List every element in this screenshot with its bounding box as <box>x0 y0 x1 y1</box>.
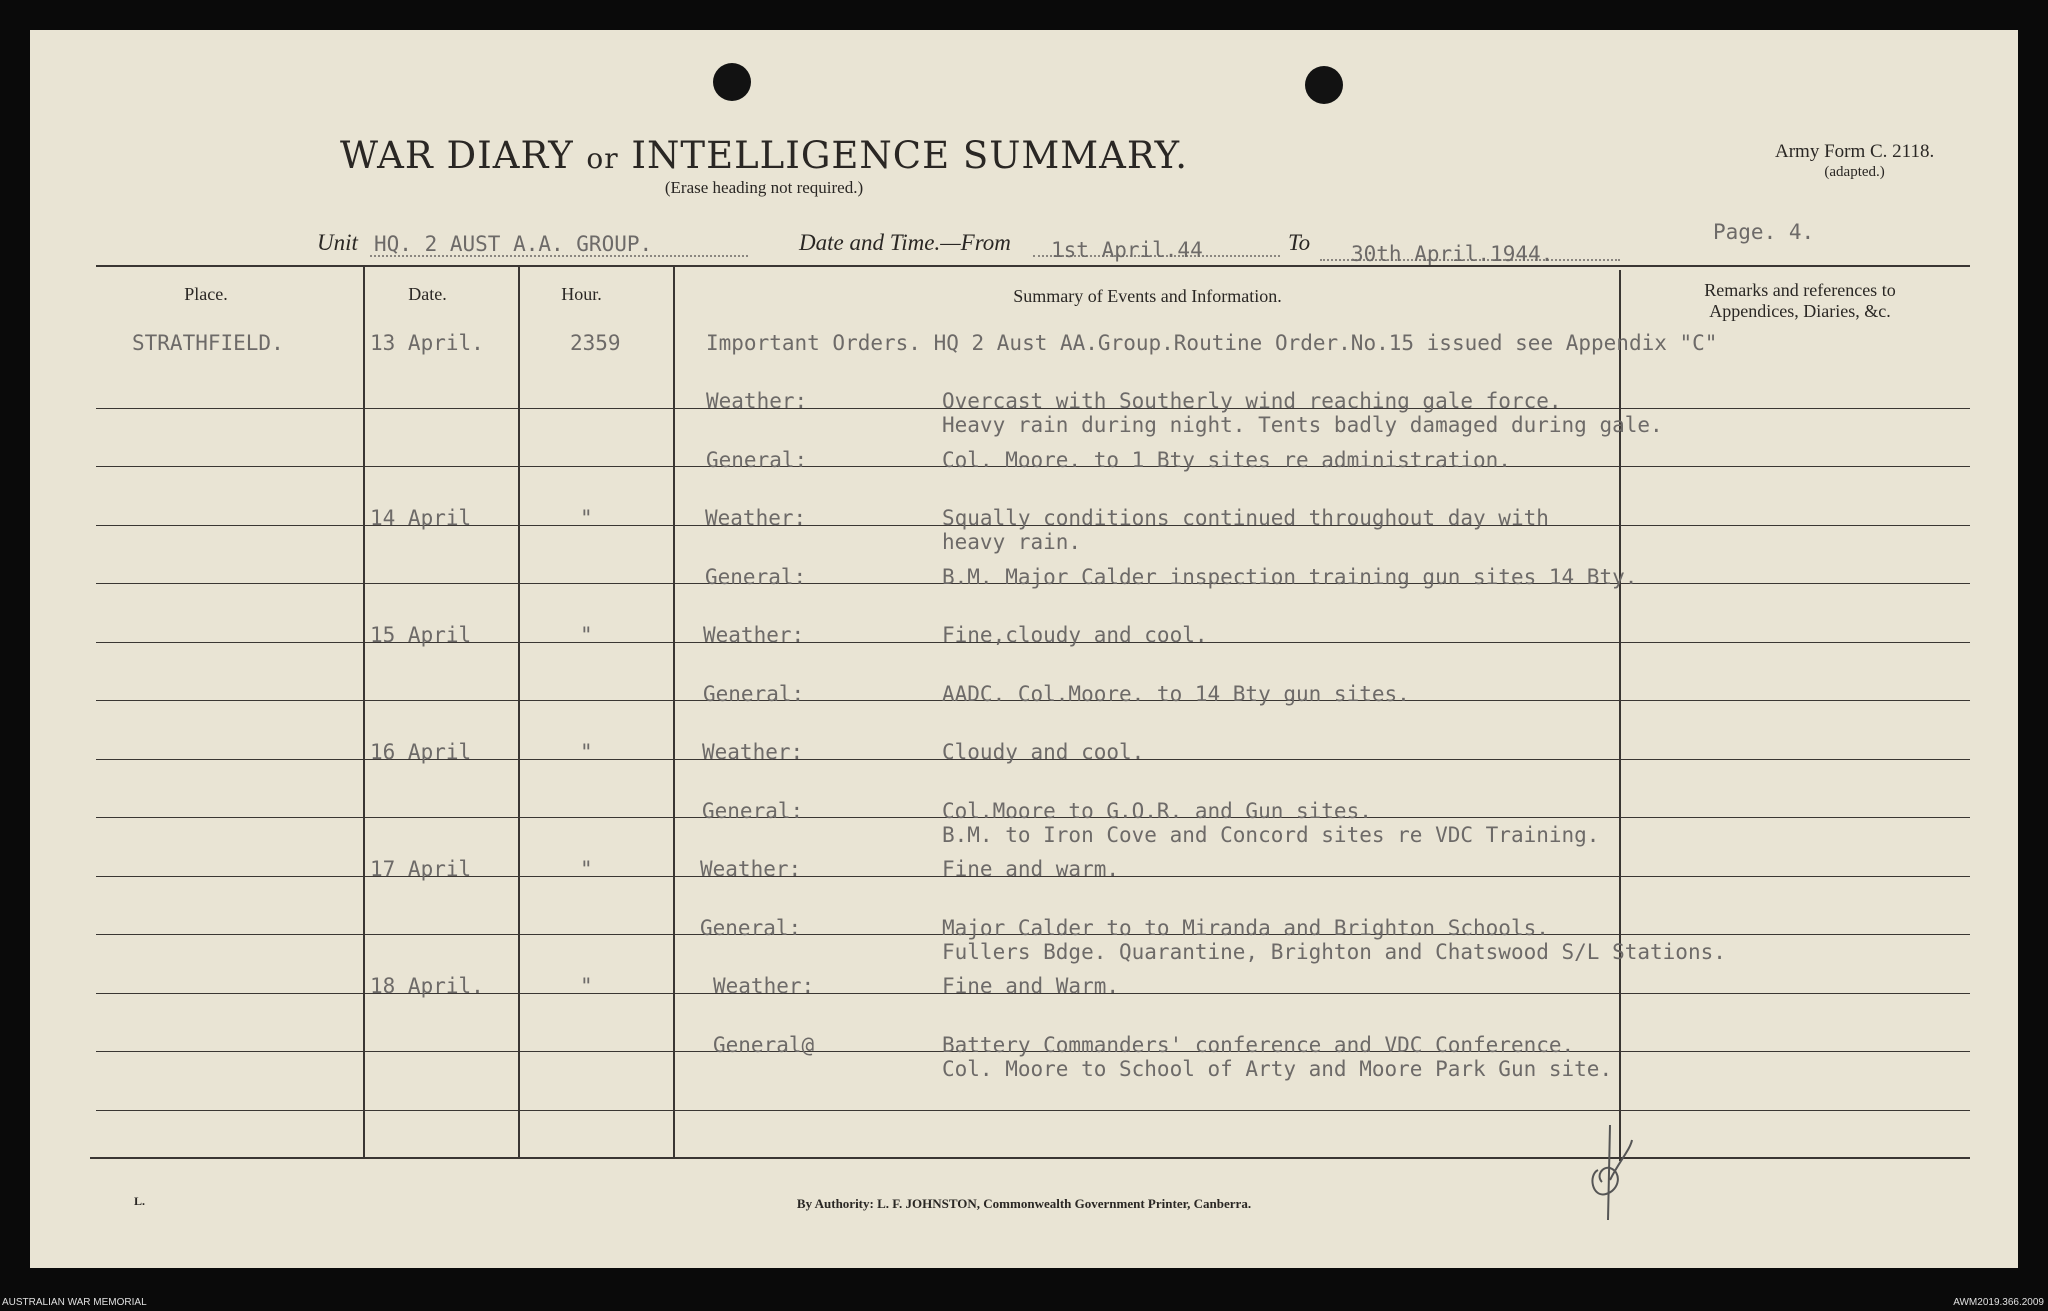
column-header-place: Place. <box>184 284 228 304</box>
entry-text-continued: Fullers Bdge. Quarantine, Brighton and Chatswood S/L Stations. <box>942 939 1726 964</box>
punch-hole-right <box>1305 66 1343 104</box>
entry-text: Battery Commanders' conference and VDC Conference. <box>942 1032 1575 1057</box>
punch-hole-left <box>713 63 751 101</box>
entry-label: General: <box>700 915 802 940</box>
entry-text: Col. Moore. to 1 Bty sites re administration. <box>942 447 1511 472</box>
column-rule-hour <box>673 266 675 1157</box>
entry-date: 17 April <box>370 857 472 881</box>
entry-text-continued: Heavy rain during night. Tents badly damaged during gale. <box>942 413 1663 437</box>
column-header-remarks <box>1630 280 1970 322</box>
entry-label: Weather: <box>703 623 805 647</box>
entry-label: General: <box>703 681 805 706</box>
column-header-date: Date. <box>408 284 447 304</box>
entry-hour: " <box>580 974 593 998</box>
footer-mark: L. <box>134 1194 146 1208</box>
entry-hour: " <box>580 623 593 647</box>
entry-date: 18 April. <box>370 974 484 998</box>
entry-hour: " <box>580 857 593 881</box>
entry-label: Weather: <box>702 740 804 764</box>
archive-reference: AWM2019.366.2009 <box>1953 1297 2044 1308</box>
remarks-header-line1: Remarks and references to <box>1704 280 1896 300</box>
entry-text: Col.Moore to G.O.R. and Gun sites. <box>942 798 1372 823</box>
entry-hour: 2359 <box>570 330 621 355</box>
entry-text: B.M. Major Calder inspection training gun sites 14 Bty. <box>942 564 1638 589</box>
entry-hour: " <box>580 740 593 764</box>
entry-date: 13 April. <box>370 330 484 355</box>
column-header-summary: Summary of Events and Information. <box>1013 286 1282 306</box>
entry-label: Weather: <box>706 389 808 413</box>
entry-label: General: <box>706 447 808 472</box>
entry-text-continued: heavy rain. <box>942 530 1082 554</box>
form-title <box>30 134 1498 177</box>
entry-label: General: <box>702 798 804 823</box>
column-rule-place <box>363 266 365 1157</box>
column-header-hour: Hour. <box>561 284 602 304</box>
date-time-from-label: Date and Time.—From <box>799 230 1011 255</box>
entry-text: Fine,cloudy and cool. <box>942 623 1208 647</box>
handwritten-initial <box>1580 1120 1640 1230</box>
entry-label: Weather: <box>713 974 815 998</box>
table-top-rule <box>96 265 1970 267</box>
entry-label: Weather: <box>705 506 807 530</box>
table-bottom-rule <box>90 1157 1970 1159</box>
army-form-ref <box>1775 142 1934 182</box>
army-form-number: Army Form C. 2118. <box>1775 141 1935 162</box>
entry-text: Cloudy and cool. <box>942 740 1145 764</box>
title-or: or <box>586 142 619 175</box>
entry-hour: " <box>580 506 593 530</box>
entry-label: General: <box>705 564 807 589</box>
archive-credit: AUSTRALIAN WAR MEMORIAL <box>2 1297 147 1308</box>
unit-label: Unit <box>317 230 358 255</box>
entry-date: 16 April <box>370 740 472 764</box>
entry-text: Overcast with Southerly wind reaching gale force. <box>942 389 1562 413</box>
printer-authority: By Authority: L. F. JOHNSTON, Commonwealth Government Printer, Canberra. <box>796 1196 1252 1211</box>
column-rule-summary <box>1619 270 1621 1161</box>
entry-text-continued: B.M. to Iron Cove and Concord sites re VDC Training. <box>942 822 1600 847</box>
entry-text-continued: Col. Moore to School of Arty and Moore Park Gun site. <box>942 1056 1613 1081</box>
entry-text: Squally conditions continued throughout day with <box>942 506 1549 530</box>
entry-label: Weather: <box>700 857 802 881</box>
entry-label: General@ <box>713 1032 815 1057</box>
entry-text: AADC. Col.Moore. to 14 Bty gun sites. <box>942 681 1410 706</box>
army-form-note: (adapted.) <box>1824 164 1885 180</box>
form-sheet <box>30 30 2018 1268</box>
entry-text: Fine and Warm. <box>942 974 1120 998</box>
remarks-header-line2: Appendices, Diaries, &c. <box>1709 301 1891 321</box>
entry-date: 14 April <box>370 506 472 530</box>
entry-text: Major Calder to to Miranda and Brighton Schools. <box>942 915 1549 940</box>
to-value: 30th April.1944. <box>1351 242 1554 266</box>
column-rule-date <box>518 266 520 1157</box>
title-war-diary: WAR DIARY <box>339 134 574 177</box>
unit-value: HQ. 2 AUST A.A. GROUP. <box>374 232 653 256</box>
to-label: To <box>1288 230 1311 255</box>
page-number: Page. 4. <box>1713 220 1815 244</box>
form-subtitle: (Erase heading not required.) <box>664 178 864 197</box>
title-intelligence-summary: INTELLIGENCE SUMMARY. <box>631 134 1189 177</box>
row-rule <box>96 1110 1970 1111</box>
from-value: 1st April.44 <box>1051 238 1203 262</box>
entry-label: Important Orders. HQ 2 Aust AA.Group.Routine Order.No.15 issued see Appendix "C" <box>706 330 1718 355</box>
entry-text: Fine and warm. <box>942 857 1120 881</box>
entry-place: STRATHFIELD. <box>132 330 284 355</box>
entry-date: 15 April <box>370 623 472 647</box>
